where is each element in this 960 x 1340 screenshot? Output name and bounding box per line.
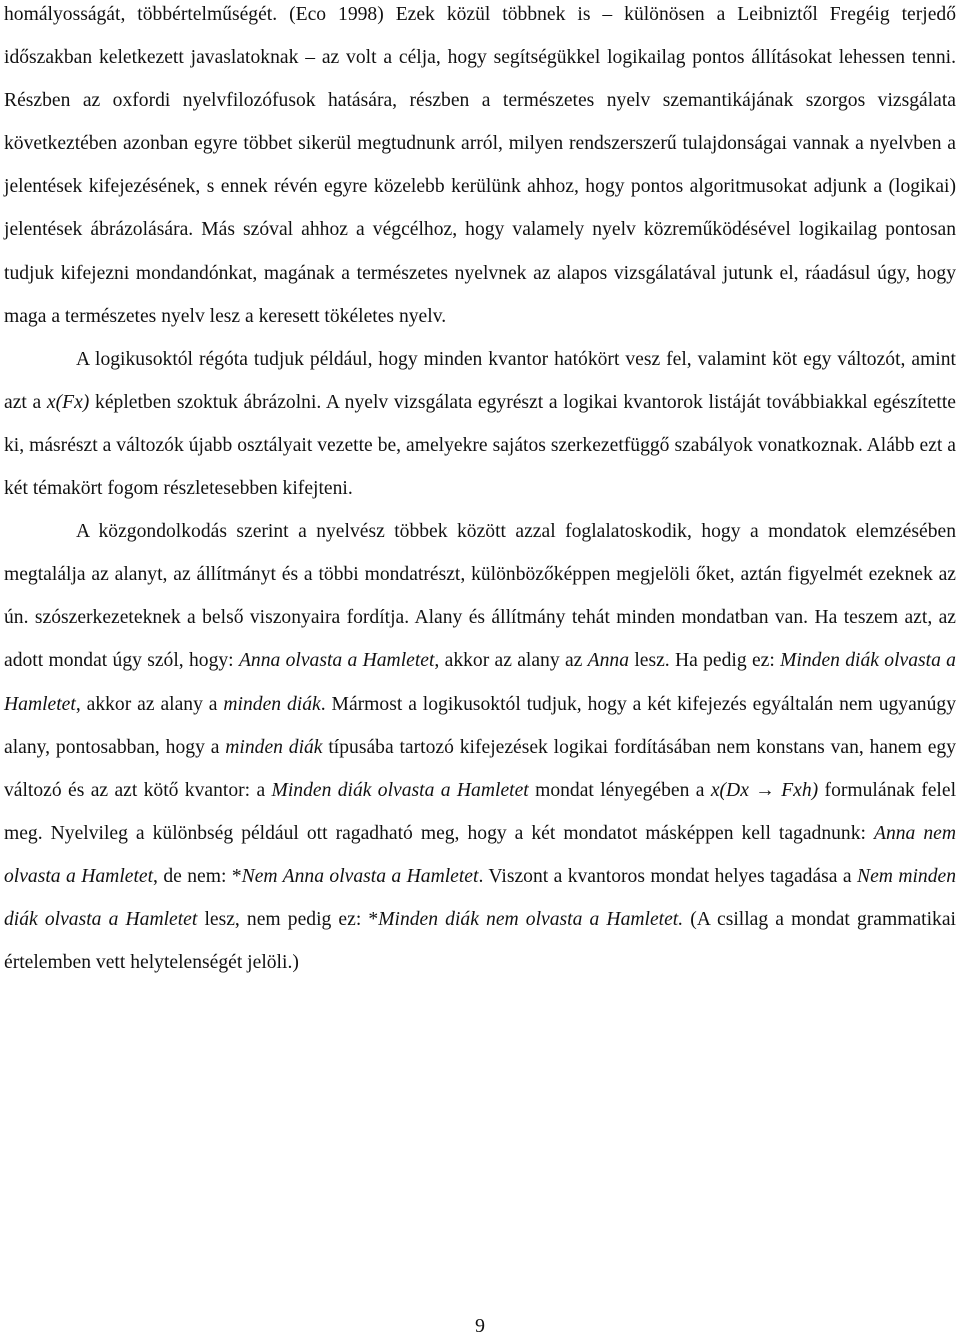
italic-text-run: Nem Anna olvasta a Hamletet [241, 865, 479, 887]
text-run: (A csillag a mondat grammatikai értelemben vett helytelenségét jelöli.) [4, 908, 956, 974]
text-run: . Viszont a kvantoros mondat helyes tagadása a [478, 865, 858, 887]
text-run: , de nem: * [153, 865, 242, 887]
text-run: lesz. Ha pedig ez: [629, 650, 781, 672]
text-run: homályosságát, többértelműségét. (Eco 1998) Ezek közül többnek is – különösen a Leibniztől Fregéig terjedő időszakban keletkezett javaslatoknak – az volt a célja, hogy segítségükkel logikailag pontos állításokat lehessen tenni. Részben az oxfordi nyelvfilozófusok hatására, részben a természetes nyelv szemantikájának szorgos vizsgálata következtében azonban egyre többet sikerül megtudnunk arról, milyen rendszerszerű tulajdonságai vannak a nyelvben a jelentések kifejezésének, s ennek révén egyre közelebb kerülünk ahhoz, hogy pontos algoritmusokat adjunk a (logikai) jelentések ábrázolására. Más szóval ahhoz a végcélhoz, hogy valamely nyelv közreműködésével logikailag pontosan tudjuk kifejezni mondandónkat, magának a természetes nyelvnek az alapos vizsgálatával jutunk el, ráadásul úgy, hogy maga a természetes nyelv lesz a keresett tökéletes nyelv. [4, 4, 956, 327]
italic-text-run: x(Fx) [46, 391, 90, 413]
text-run: , akkor az alany a [75, 693, 224, 715]
italic-text-run: Minden diák olvasta a Hamletet [271, 779, 529, 801]
italic-text-run: minden diák [225, 736, 323, 758]
italic-text-run: Nem minden diák olvasta a Hamletet [4, 865, 957, 930]
paragraph-3 [4, 510, 956, 984]
text-run: formulának felel meg. Nyelvileg a különbség például ott ragadható meg, hogy a két mondatot másképpen kell tagadnunk: [4, 779, 957, 844]
text-run: , akkor az alany az [434, 650, 588, 672]
paragraph-1 [4, 0, 956, 338]
italic-text-run: x(Dx → Fxh) [710, 779, 819, 801]
page-number: 9 [475, 1315, 485, 1337]
italic-text-run: Anna olvasta a Hamletet [238, 650, 435, 672]
italic-text-run: Anna [587, 650, 630, 672]
italic-text-run: Anna nem olvasta a Hamletet [4, 822, 956, 887]
text-run: mondat lényegében a [528, 779, 711, 801]
text-run: képletben szoktuk ábrázolni. A nyelv vizsgálata egyrészt a logikai kvantorok listáját továbbiakkal egészítette ki, másrészt a változók újabb osztályait vezette be, amelyekre sajátos szerkezetfüggő szabályok vonatkoznak. Alább ezt a két témakört fogom részletesebben kifejteni. [4, 391, 956, 500]
body-text [4, 0, 956, 984]
italic-text-run: Minden diák olvasta a Hamletet [4, 650, 956, 715]
text-run: típusába tartozó kifejezések logikai fordításában nem konstans van, hanem egy változó és az azt kötő kvantor: a [4, 736, 956, 801]
paragraph-2 [4, 338, 956, 510]
text-run: A közgondolkodás szerint a nyelvész többek között azzal foglalatoskodik, hogy a mondatok elemzésében megtalálja az alanyt, az állítmányt és a többi mondatrészt, különbözőképpen megjelöli őket, aztán figyelmét ezeknek az ún. szószerkezeteknek a belső viszonyaira fordítja. Alany és állítmány tehát minden mondatban van. Ha teszem azt, az adott mondat úgy szól, hogy: [4, 521, 956, 672]
italic-text-run: Minden diák nem olvasta a Hamletet. [378, 908, 684, 930]
text-run: . Mármost a logikusoktól tudjuk, hogy a két kifejezés egyáltalán nem ugyanúgy alany, pontosabban, hogy a [4, 693, 956, 758]
text-run: A logikusoktól régóta tudjuk például, hogy minden kvantor hatókört vesz fel, valamint köt egy változót, amint azt a [4, 348, 956, 413]
text-run: lesz, nem pedig ez: * [197, 908, 379, 930]
italic-text-run: minden diák [223, 693, 321, 715]
